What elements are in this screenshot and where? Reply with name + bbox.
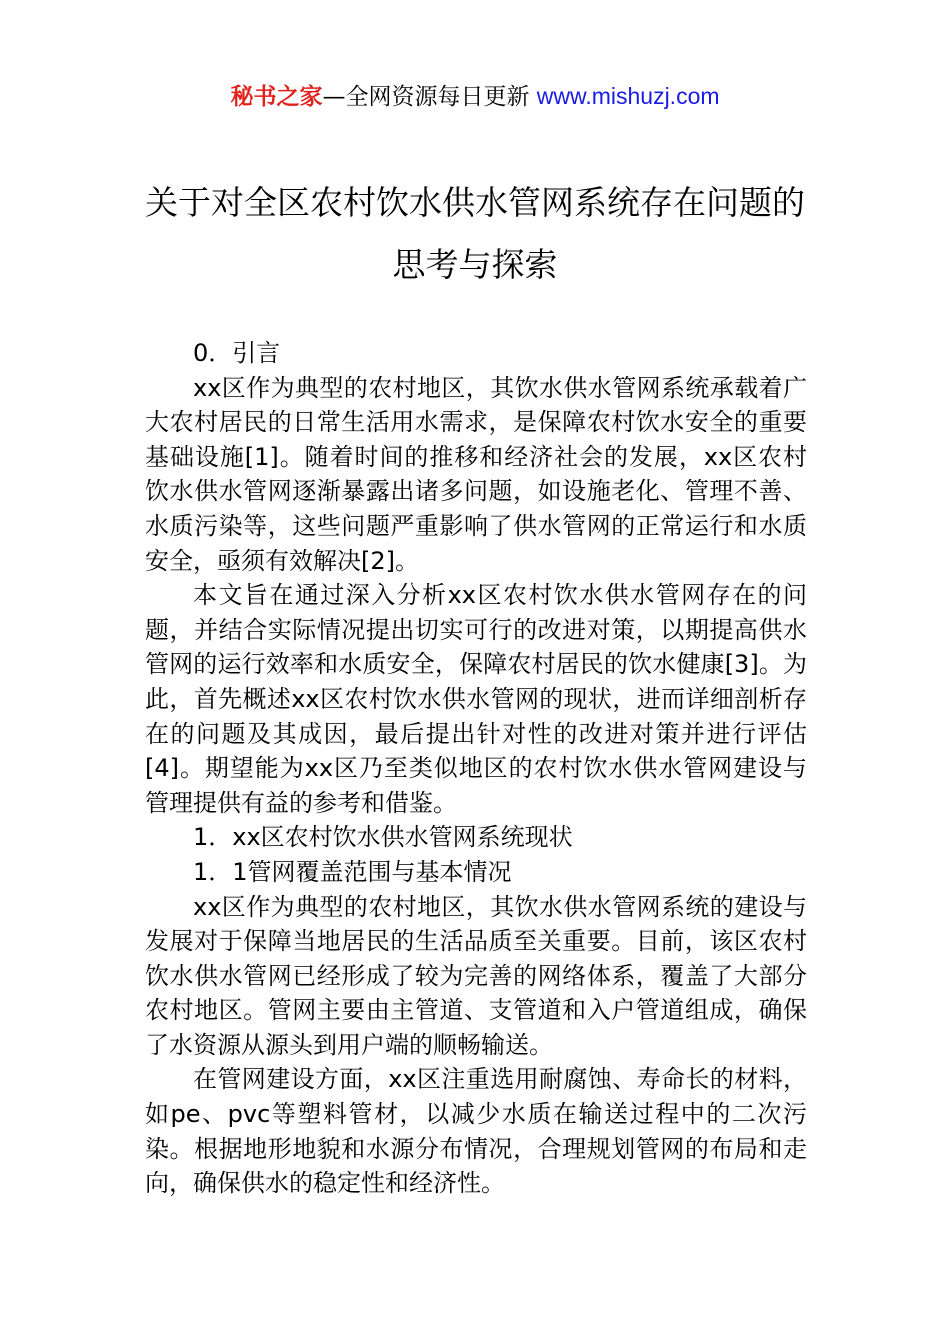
- intro-paragraph-1: xx区作为典型的农村地区，其饮水供水管网系统承载着广大农村居民的日常生活用水需求，是保障农村饮水安全的重要基础设施[1]。随着时间的推移和经济社会的发展，xx区农村饮水供水管网逐渐暴露出诸多问题，如设施老化、管理不善、水质污染等，这些问题严重影响了供水管网的正常运行和水质安全，亟须有效解决[2]。: [145, 373, 807, 575]
- intro-heading: 0．引言: [193, 339, 281, 367]
- document-body: [145, 336, 807, 1201]
- site-tagline: —全网资源每日更新: [322, 84, 537, 110]
- section-1-heading: 1．xx区农村饮水供水管网系统现状: [193, 823, 573, 852]
- site-brand: 秘书之家: [230, 84, 323, 110]
- section-1-1-heading: 1．1管网覆盖范围与基本情况: [193, 857, 512, 886]
- site-header: [0, 80, 950, 113]
- section-1-1-paragraph-2: 在管网建设方面，xx区注重选用耐腐蚀、寿命长的材料，如pe、pvc等塑料管材，以减少水质在输送过程中的二次污染。根据地形地貌和水源分布情况，合理规划管网的布局和走向，确保供水的稳定性和经济性。: [145, 1065, 807, 1198]
- document-title: 关于对全区农村饮水供水管网系统存在问题的思考与探索: [145, 183, 805, 284]
- section-1-1-paragraph-1: xx区作为典型的农村地区，其饮水供水管网系统的建设与发展对于保障当地居民的生活品质至关重要。目前，该区农村饮水供水管网已经形成了较为完善的网络体系，覆盖了大部分农村地区。管网主要由主管道、支管道和入户管道组成，确保了水资源从源头到用户端的顺畅输送。: [145, 892, 807, 1059]
- site-url-link[interactable]: www.mishuzj.com: [536, 83, 720, 109]
- intro-paragraph-2: 本文旨在通过深入分析xx区农村饮水供水管网存在的问题，并结合实际情况提出切实可行的改进对策，以期提高供水管网的运行效率和水质安全，保障农村居民的饮水健康[3]。为此，首先概述xx区农村饮水供水管网的现状，进而详细剖析存在的问题及其成因，最后提出针对性的改进对策并进行评估[4]。期望能为xx区乃至类似地区的农村饮水供水管网建设与管理提供有益的参考和借鉴。: [145, 581, 807, 817]
